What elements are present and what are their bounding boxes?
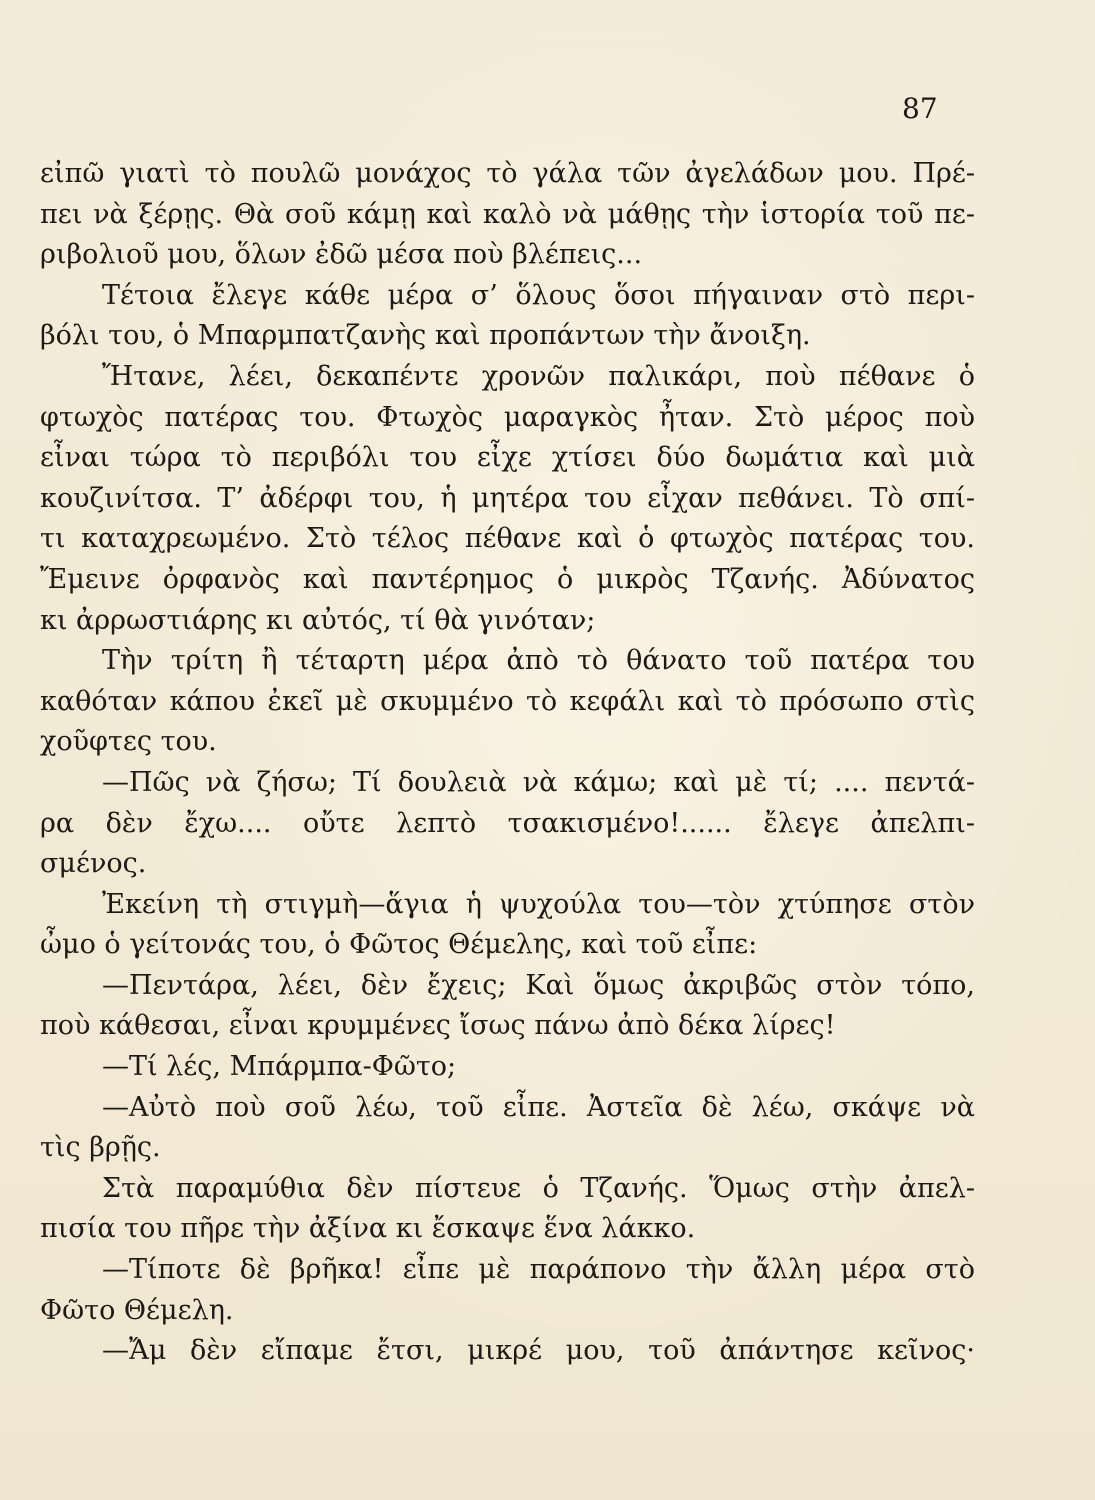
text-line: πισία του πῆρε τὴν ἀξίνα κι ἔσκαψε ἕνα λάκκο. bbox=[40, 1213, 696, 1245]
text-line: κουζινίτσα. Τ’ ἀδέρφι του, ἡ μητέρα του εἶχαν πεθάνει. Τὸ σπί- bbox=[40, 482, 975, 514]
body-text bbox=[40, 154, 975, 1372]
text-line: χοῦφτες του. bbox=[40, 726, 217, 758]
text-line: εἶναι τώρα τὸ περιβόλι του εἶχε χτίσει δύο δωμάτια καὶ μιὰ bbox=[40, 442, 975, 474]
text-line: —Τίποτε δὲ βρῆκα! εἶπε μὲ παράπονο τὴν ἄλλη μέρα στὸ bbox=[102, 1254, 975, 1286]
text-line: κι ἀρρωστιάρης κι αὐτός, τί θὰ γινόταν; bbox=[40, 604, 596, 636]
text-line: —Αὐτὸ ποὺ σοῦ λέω, τοῦ εἶπε. Ἀστεῖα δὲ λέω, σκάψε νὰ bbox=[102, 1091, 975, 1123]
text-line: ποὺ κάθεσαι, εἶναι κρυμμένες ἴσως πάνω ἀπὸ δέκα λίρες! bbox=[40, 1010, 836, 1042]
text-line: ρα δὲν ἔχω.... οὔτε λεπτὸ τσακισμένο!...... ἔλεγε ἀπελπι- bbox=[40, 807, 975, 839]
text-line: —Πῶς νὰ ζήσω; Τί δουλειὰ νὰ κάμω; καὶ μὲ τί; .... πεντά- bbox=[102, 766, 975, 798]
text-line: πει νὰ ξέρῃς. Θὰ σοῦ κάμῃ καὶ καλὸ νὰ μάθῃς τὴν ἱστορία τοῦ πε- bbox=[40, 198, 975, 230]
text-line: Ἔμεινε ὀρφανὸς καὶ παντέρημος ὁ μικρὸς Τζανής. Ἀδύνατος bbox=[40, 563, 975, 595]
text-line: Ἤτανε, λέει, δεκαπέντε χρονῶν παλικάρι, ποὺ πέθανε ὁ bbox=[102, 360, 975, 392]
text-line: τι καταχρεωμένο. Στὸ τέλος πέθανε καὶ ὁ φτωχὸς πατέρας του. bbox=[40, 523, 975, 555]
text-line: —Ἄμ δὲν εἴπαμε ἔτσι, μικρέ μου, τοῦ ἀπάντησε κεῖνος· bbox=[102, 1335, 975, 1367]
text-line: Τέτοια ἔλεγε κάθε μέρα σ’ ὅλους ὅσοι πήγαιναν στὸ περι- bbox=[102, 279, 975, 311]
text-line: —Πεντάρα, λέει, δὲν ἔχεις; Καὶ ὅμως ἀκριβῶς στὸν τόπο, bbox=[102, 969, 975, 1001]
text-line: ὦμο ὁ γείτονάς του, ὁ Φῶτος Θέμελης, καὶ τοῦ εἶπε: bbox=[40, 929, 758, 961]
text-line: —Τί λές, Μπάρμπα-Φῶτο; bbox=[102, 1051, 457, 1083]
text-line: ριβολιοῦ μου, ὅλων ἐδῶ μέσα ποὺ βλέπεις... bbox=[40, 239, 643, 271]
text-line: καθόταν κάπου ἐκεῖ μὲ σκυμμένο τὸ κεφάλι καὶ τὸ πρόσωπο στὶς bbox=[40, 685, 975, 717]
text-line: Στὰ παραμύθια δὲν πίστευε ὁ Τζανής. Ὅμως στὴν ἀπελ- bbox=[102, 1172, 975, 1204]
text-line: φτωχὸς πατέρας του. Φτωχὸς μαραγκὸς ἦταν. Στὸ μέρος ποὺ bbox=[40, 401, 975, 433]
text-line: Ἐκείνη τὴ στιγμὴ—ἅγια ἡ ψυχούλα του—τὸν χτύπησε στὸν bbox=[102, 888, 975, 920]
text-line: Φῶτο Θέμελη. bbox=[40, 1294, 234, 1326]
text-line: εἰπῶ γιατὶ τὸ πουλῶ μονάχος τὸ γάλα τῶν ἀγελάδων μου. Πρέ- bbox=[40, 158, 975, 189]
page-number: 87 bbox=[902, 92, 938, 125]
text-line: βόλι του, ὁ Μπαρμπατζανὴς καὶ προπάντων τὴν ἄνοιξη. bbox=[40, 320, 811, 352]
text-line: τὶς βρῇς. bbox=[40, 1132, 161, 1164]
text-line: Τὴν τρίτη ἢ τέταρτη μέρα ἀπὸ τὸ θάνατο τοῦ πατέρα του bbox=[102, 645, 975, 677]
text-line: σμένος. bbox=[40, 848, 147, 880]
